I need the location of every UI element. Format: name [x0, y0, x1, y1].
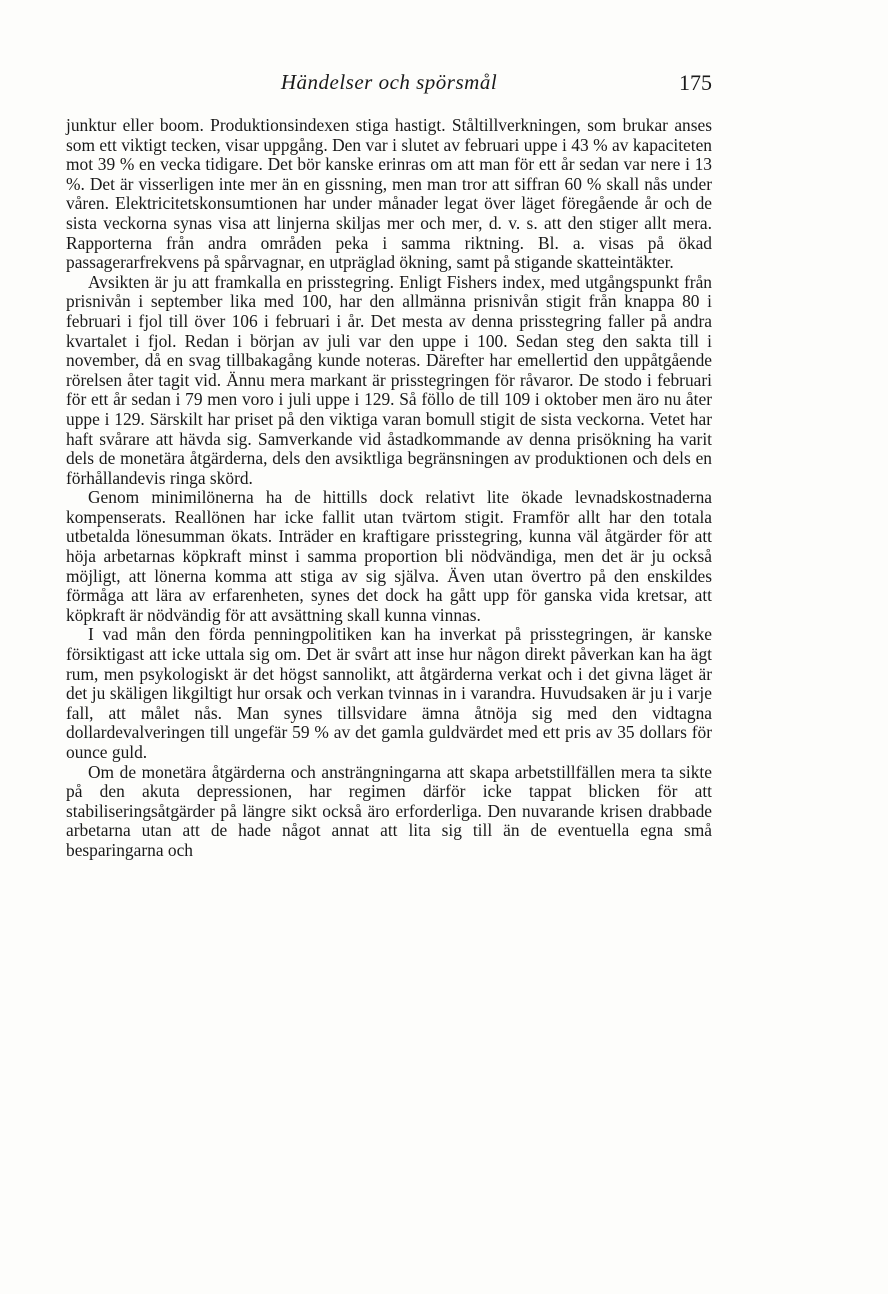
paragraph: Avsikten är ju att framkalla en prisstegring. Enligt Fishers index, med utgångspunkt från prisnivån i september lika med 100, har den allmänna prisnivån stigit från knappa 80 i februari i fjol till över 106 i februari i år. Det mesta av denna prisstegring faller på andra kvartalet i fjol. Redan i början av juli var den uppe i 100. Sedan steg den sakta till i november, då en svag tillbakagång kunde noteras. Därefter har emellertid den uppåtgående rörelsen åter tagit vid. Ännu mera markant är prisstegringen för råvaror. De stodo i februari för ett år sedan i 79 men voro i juli uppe i 129. Så föllo de till 109 i oktober men äro nu åter uppe i 129. Särskilt har priset på den viktiga varan bomull stigit de sista veckorna. Vetet har haft svårare att hävda sig. Samverkande vid åstadkommande av denna prisökning ha varit dels de monetära åtgärderna, dels den avsiktliga begränsningen av produktionen och dels en förhållandevis ringa skörd.: [66, 271, 712, 488]
running-title: Händelser och spörsmål: [280, 70, 498, 94]
paragraph: I vad mån den förda penningpolitiken kan ha inverkat på prisstegringen, är kanske försiktigast att icke uttala sig om. Det är svårt att inse hur någon direkt påverkan kan ha ägt rum, men psykologiskt är det högst sannolikt, att åtgärderna verkat och i det givna läget är det ju skäligen likgiltigt hur orsak och verkan tvinnas in i varandra. Huvudsaken är ju i varje fall, att målet nås. Man synes tillsvidare ämna åtnöja sig med den vidtagna dollardevalveringen till ungefär 59 % av det gamla guldvärdet med ett pris av 35 dollars för ounce guld.: [66, 624, 712, 762]
paragraph: Om de monetära åtgärderna och ansträngningarna att skapa arbetstillfällen mera ta sikte på den akuta depressionen, har regimen därför icke tappat blicken för att stabiliseringsåtgärder på längre sikt också äro erforderliga. Den nuvarande krisen drabbade arbetarna utan att de hade något annat att lita sig till än de eventuella egna små besparingarna och: [66, 761, 712, 860]
paragraph: Genom minimilönerna ha de hittills dock relativt lite ökade levnadskostnaderna kompenserats. Reallönen har icke fallit utan tvärtom stigit. Framför allt har den totala utbetalda lönesumman ökats. Inträder en kraftigare prisstegring, kunna väl åtgärder för att höja arbetarnas köpkraft minst i samma proportion bli nödvändiga, men det är ju också möjligt, att lönerna komma att stiga av sig själva. Även utan övertro på den enskildes förmåga att lära av erfarenheten, synes det dock ha gått upp för ganska vida kretsar, att köpkraft är nödvändig för att avsättning skall kunna vinnas.: [66, 487, 712, 625]
page-header: [66, 68, 712, 102]
paragraph: junktur eller boom. Produktionsindexen stiga hastigt. Ståltillverkningen, som brukar anses som ett viktigt tecken, visar uppgång. Den var i slutet av februari uppe i 43 % av kapaciteten mot 39 % en vecka tidigare. Det bör kanske erinras om att man för ett år sedan var nere i 13 %. Det är visserligen inte mer än en gissning, men man tror att siffran 60 % skall nås under våren. Elektricitetskonsumtionen har under månader legat över läget föregående år och de sista veckorna synas visa att linjerna skiljas mer och mer, d. v. s. att den stiger allt mera. Rapporterna från andra områden peka i samma riktning. Bl. a. visas på ökad passagerarfrekvens på spårvagnar, en utpräglad ökning, samt på stigande skatteintäkter.: [66, 115, 712, 273]
page-number: 175: [679, 70, 712, 95]
body-text: [66, 116, 712, 861]
